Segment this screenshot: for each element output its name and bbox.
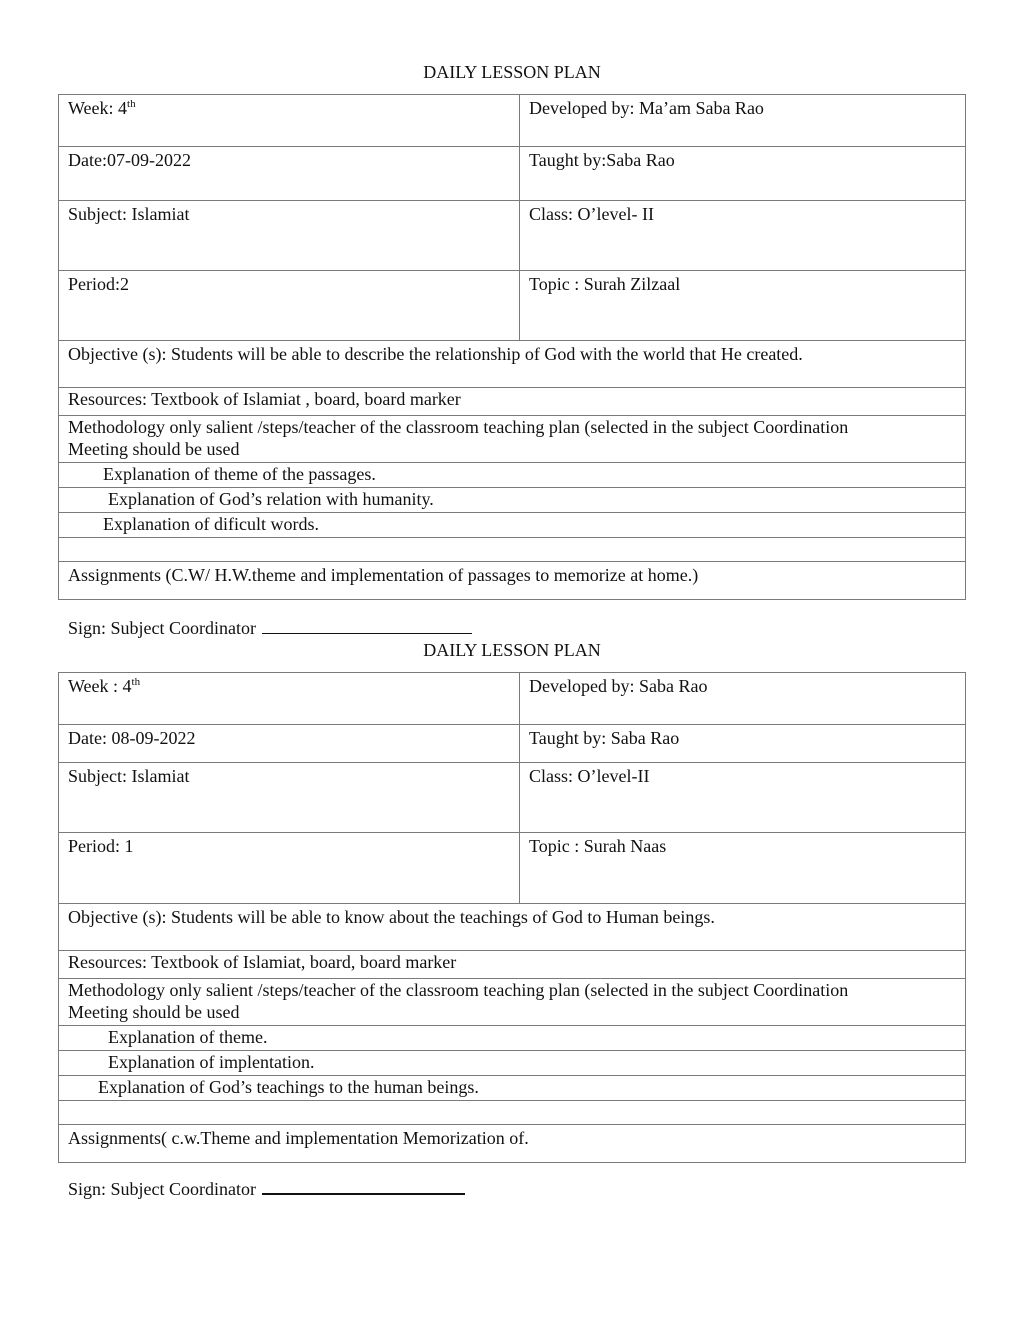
step-3: Explanation of dificult words. — [103, 514, 319, 534]
period-row — [59, 271, 966, 341]
developed-by: Developed by: Ma’am Saba Rao — [529, 98, 764, 118]
sign-label: Sign: Subject Coordinator — [68, 618, 256, 638]
date-cell — [59, 725, 520, 763]
class: Class: O’level-II — [529, 766, 650, 786]
step-2: Explanation of implentation. — [108, 1052, 315, 1072]
resources: Resources: Textbook of Islamiat, board, board marker — [68, 952, 457, 972]
objective: Objective (s): Students will be able to describe the relationship of God with the world that He created. — [68, 344, 803, 364]
step-cell — [59, 1076, 966, 1101]
developed-by: Developed by: Saba Rao — [529, 676, 708, 696]
week-superscript: th — [127, 98, 136, 110]
empty-row — [59, 1101, 966, 1125]
week-label: Week: 4 — [68, 98, 128, 118]
date-row — [59, 147, 966, 201]
taught-by: Taught by: Saba Rao — [529, 728, 680, 748]
class: Class: O’level- II — [529, 204, 654, 224]
step-cell — [59, 463, 966, 488]
topic: Topic : Surah Naas — [529, 836, 667, 856]
period-row — [59, 833, 966, 904]
developed-by-cell — [520, 673, 966, 725]
week-superscript: th — [131, 676, 141, 688]
step-1: Explanation of theme of the passages. — [103, 464, 376, 484]
empty-cell — [59, 538, 966, 562]
period-cell — [59, 833, 520, 904]
objective: Objective (s): Students will be able to know about the teachings of God to Human beings. — [68, 907, 715, 927]
period-cell — [59, 271, 520, 341]
resources-cell — [59, 951, 966, 979]
signature-line[interactable] — [262, 633, 472, 634]
taught-by: Taught by:Saba Rao — [529, 150, 675, 170]
resources-cell — [59, 388, 966, 416]
plan-2-sign — [68, 1178, 465, 1200]
step-3: Explanation of God’s teachings to the human beings. — [98, 1077, 479, 1097]
objective-row — [59, 341, 966, 388]
subject-row — [59, 763, 966, 833]
step-cell — [59, 1026, 966, 1051]
date: Date: 08-09-2022 — [68, 728, 196, 748]
plan-2-table — [58, 672, 966, 1163]
methodology-cell — [59, 979, 966, 1026]
taught-by-cell — [520, 147, 966, 201]
assignments-row — [59, 1125, 966, 1163]
step-cell — [59, 1051, 966, 1076]
subject: Subject: Islamiat — [68, 204, 190, 224]
resources: Resources: Textbook of Islamiat , board, board marker — [68, 389, 461, 409]
methodology-line-2: Meeting should be used — [68, 1002, 240, 1022]
step-2: Explanation of God’s relation with humanity. — [108, 489, 434, 509]
date-row — [59, 725, 966, 763]
methodology-row — [59, 416, 966, 463]
resources-row — [59, 388, 966, 416]
resources-row — [59, 951, 966, 979]
methodology-row — [59, 979, 966, 1026]
week-row — [59, 95, 966, 147]
step-1: Explanation of theme. — [108, 1027, 268, 1047]
period: Period: 1 — [68, 836, 134, 856]
empty-row — [59, 538, 966, 562]
step-row — [59, 1026, 966, 1051]
week-row — [59, 673, 966, 725]
subject-cell — [59, 763, 520, 833]
date-cell — [59, 147, 520, 201]
objective-cell — [59, 904, 966, 951]
empty-cell — [59, 1101, 966, 1125]
assignments: Assignments( c.w.Theme and implementation Memorization of. — [68, 1128, 529, 1148]
taught-by-cell — [520, 725, 966, 763]
objective-cell — [59, 341, 966, 388]
assignments: Assignments (C.W/ H.W.theme and implementation of passages to memorize at home.) — [68, 565, 699, 585]
topic: Topic : Surah Zilzaal — [529, 274, 681, 294]
assignments-row — [59, 562, 966, 600]
step-row — [59, 488, 966, 513]
topic-cell — [520, 271, 966, 341]
assignments-cell — [59, 1125, 966, 1163]
sign-label: Sign: Subject Coordinator — [68, 1179, 256, 1199]
methodology-line-2: Meeting should be used — [68, 439, 240, 459]
objective-row — [59, 904, 966, 951]
step-row — [59, 513, 966, 538]
week-cell — [59, 95, 520, 147]
assignments-cell — [59, 562, 966, 600]
subject-cell — [59, 201, 520, 271]
class-cell — [520, 201, 966, 271]
week-cell — [59, 673, 520, 725]
step-cell — [59, 513, 966, 538]
plan-1-sign — [68, 617, 472, 639]
plan-1-title: DAILY LESSON PLAN — [423, 62, 601, 82]
topic-cell — [520, 833, 966, 904]
step-row — [59, 1076, 966, 1101]
signature-line[interactable] — [262, 1193, 465, 1195]
methodology-cell — [59, 416, 966, 463]
step-row — [59, 463, 966, 488]
subject-row — [59, 201, 966, 271]
step-cell — [59, 488, 966, 513]
date: Date:07-09-2022 — [68, 150, 191, 170]
methodology-line-1: Methodology only salient /steps/teacher of the classroom teaching plan (selected in the subject Coordination — [68, 417, 849, 437]
step-row — [59, 1051, 966, 1076]
class-cell — [520, 763, 966, 833]
methodology-line-1: Methodology only salient /steps/teacher of the classroom teaching plan (selected in the subject Coordination — [68, 980, 849, 1000]
plan-2-title: DAILY LESSON PLAN — [423, 640, 601, 660]
subject: Subject: Islamiat — [68, 766, 190, 786]
developed-by-cell — [520, 95, 966, 147]
week-label: Week : 4 — [68, 676, 132, 696]
plan-1-table — [58, 94, 966, 600]
period: Period:2 — [68, 274, 129, 294]
